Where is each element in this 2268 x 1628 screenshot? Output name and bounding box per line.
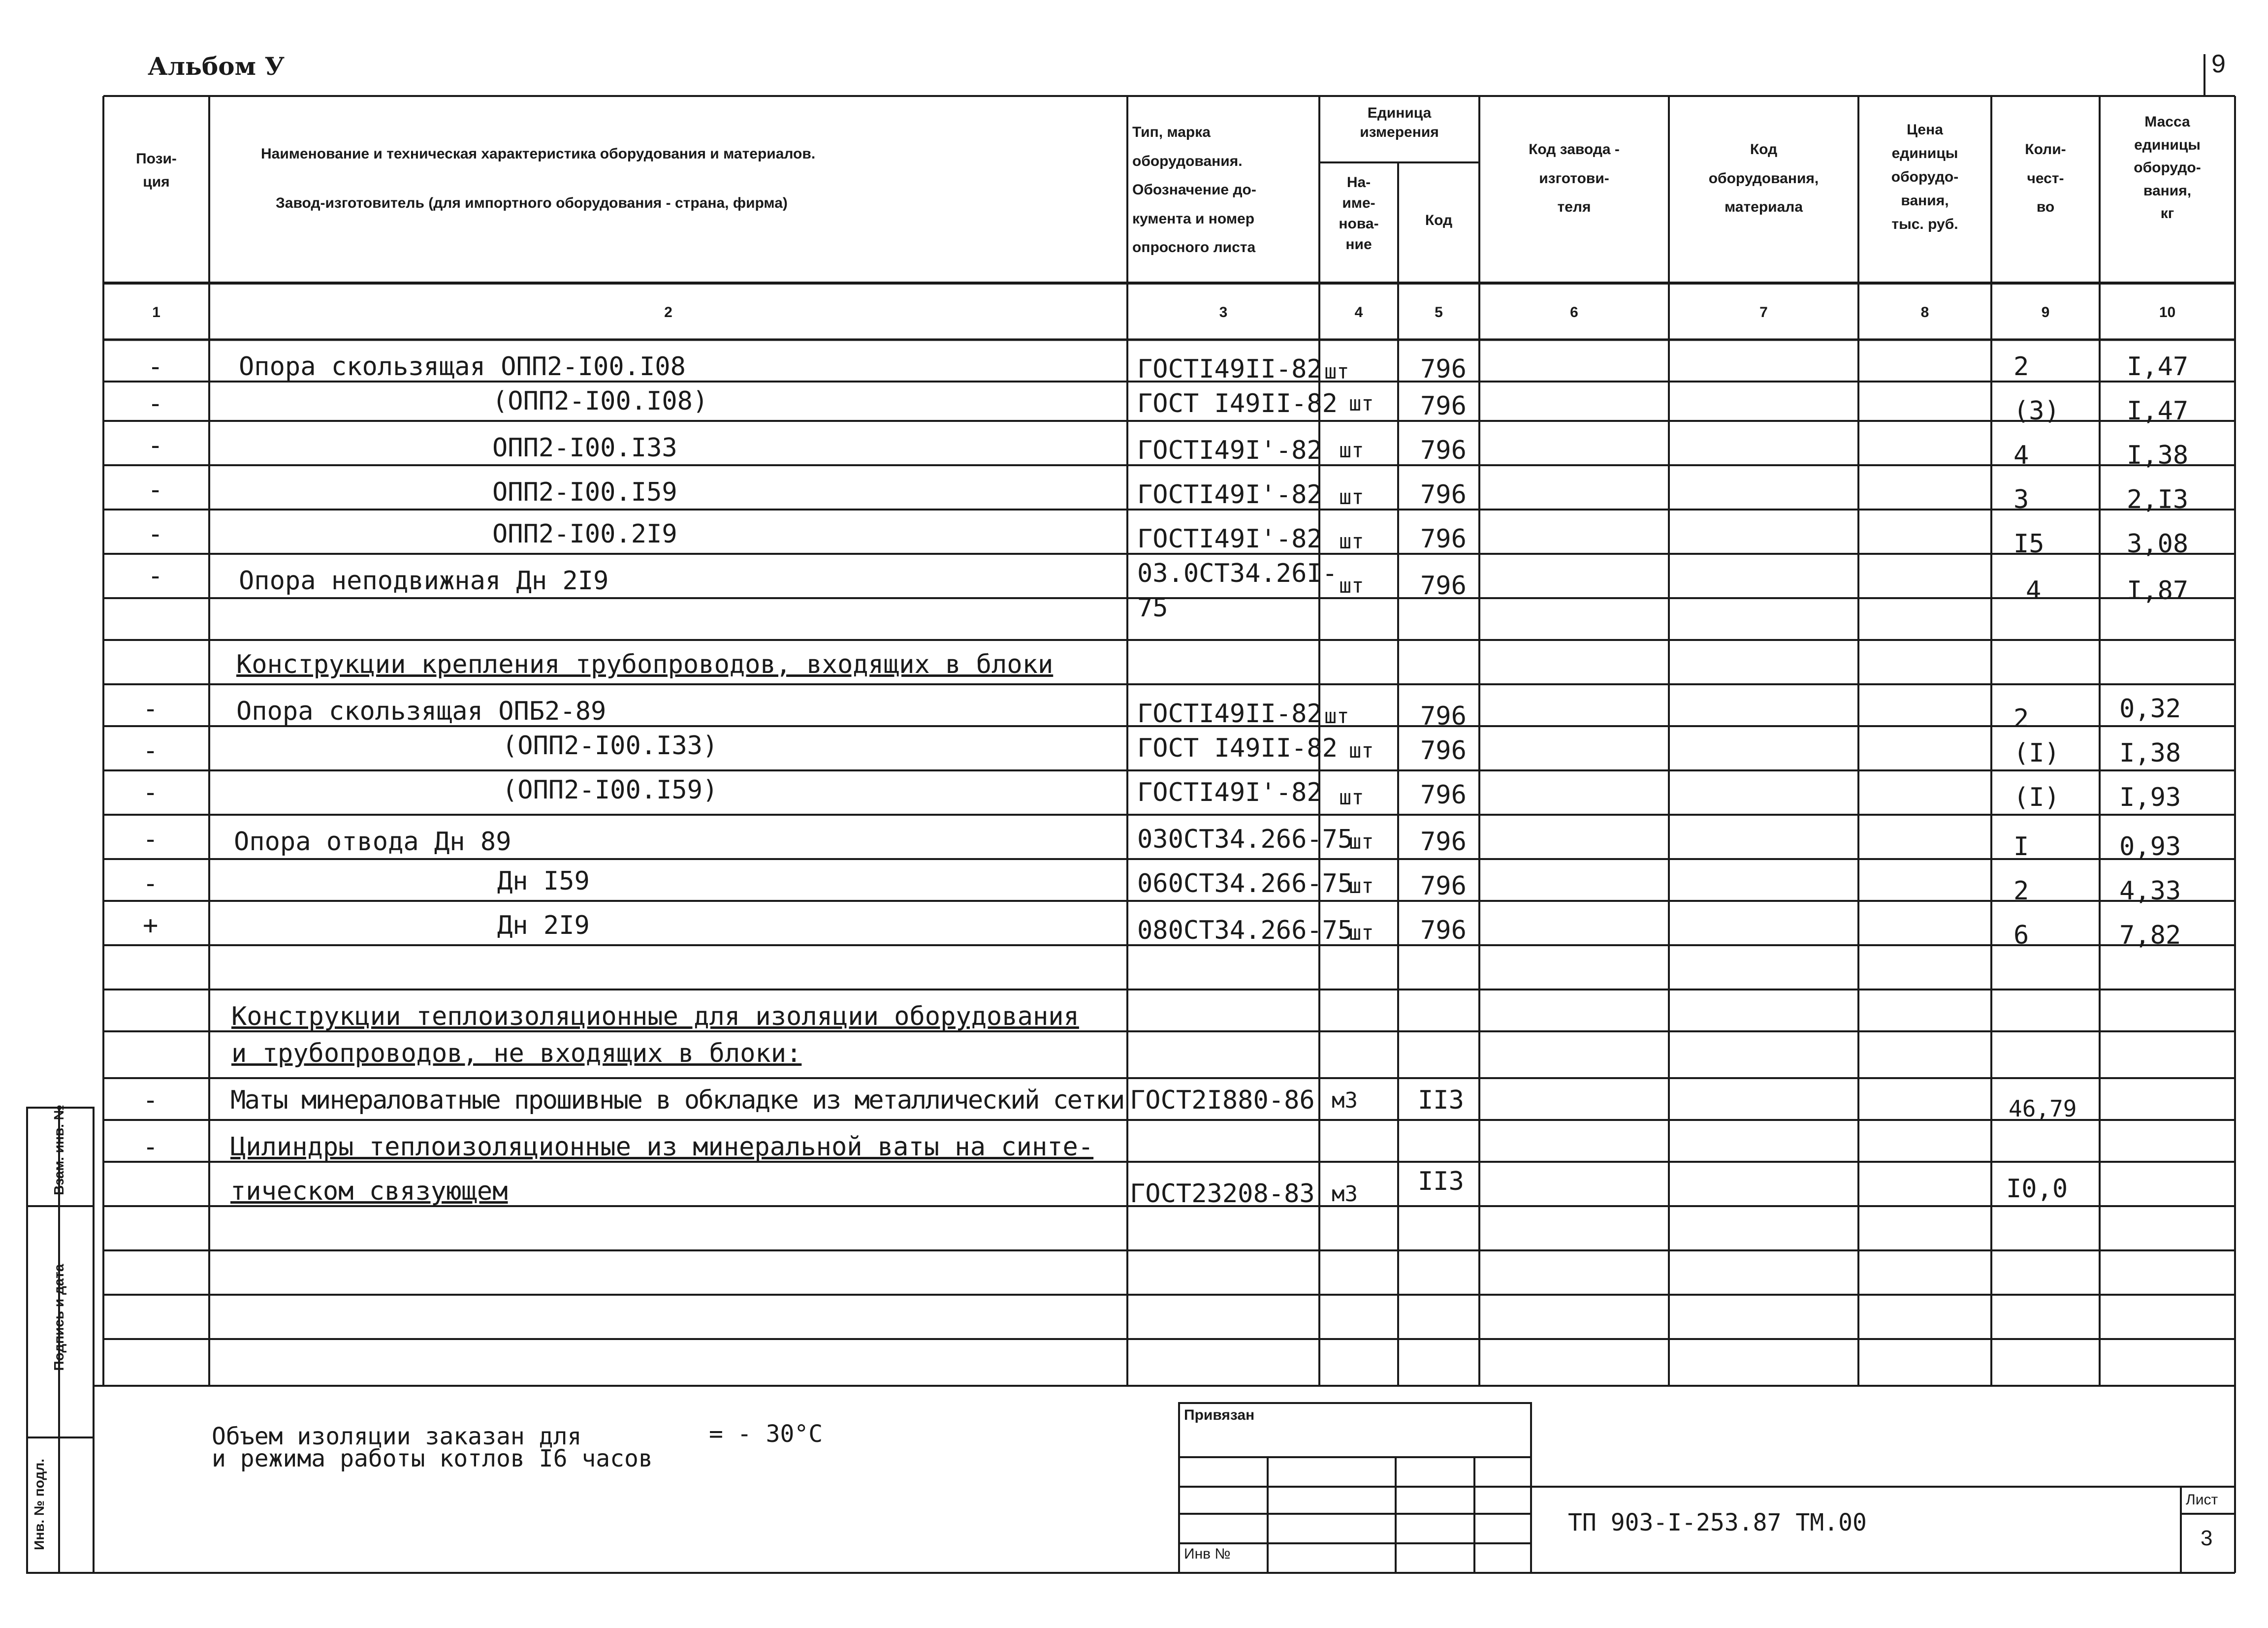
row-doc: 030СТ34.266-75 — [1137, 825, 1353, 854]
row-qty: 2 — [2013, 876, 2029, 906]
col-number: 3 — [1219, 304, 1228, 320]
row-qty: (3) — [2013, 396, 2060, 426]
row-position: - — [143, 694, 159, 724]
row-doc: ГОСТI49I'-82 — [1137, 778, 1322, 807]
row-name-cont: тическом связующем — [230, 1177, 508, 1206]
row-unit: м3 — [1332, 1181, 1358, 1207]
row-name: Опора неподвижная Дн 2I9 — [239, 566, 609, 596]
row-unit: шт — [1349, 738, 1374, 763]
col-number: 6 — [1570, 304, 1578, 320]
row-mass: 0,93 — [2119, 832, 2181, 862]
row-qty: 4 — [2026, 576, 2042, 606]
row-name: ОПП2-I00.2I9 — [492, 519, 677, 549]
stamp-bound-label: Привязан — [1184, 1407, 1255, 1423]
album-label: Альбом У — [148, 52, 285, 81]
row-position: - — [148, 389, 163, 418]
col-header-price: Цена единицы оборудо- вания, тыс. руб. — [1891, 122, 1959, 232]
row-qty: (I) — [2013, 738, 2060, 768]
col-number: 5 — [1435, 304, 1443, 320]
row-code: 796 — [1420, 571, 1467, 601]
section-heading: Конструкции крепления трубопроводов, входящих в блоки — [236, 650, 1054, 679]
footer-note-line2: и режима работы котлов I6 часов — [212, 1445, 653, 1472]
row-code: II3 — [1418, 1085, 1464, 1115]
row-name: Цилиндры теплоизоляционные из минеральной ваты на синте- — [230, 1132, 1094, 1162]
row-mass: I,38 — [2119, 738, 2181, 768]
row-code: 796 — [1420, 780, 1467, 810]
col-number: 10 — [2159, 304, 2176, 320]
row-doc: 03.0СТ34.26I- — [1137, 559, 1338, 588]
col-header-name-line1: Наименование и техническая характеристика оборудования и материалов. — [261, 146, 816, 162]
row-qty: I — [2013, 832, 2029, 862]
row-position: - — [143, 1132, 159, 1162]
row-doc: ГОСТI49I'-82 — [1137, 480, 1322, 510]
col-header-position: Пози- ция — [136, 151, 177, 190]
row-code: 796 — [1420, 354, 1467, 384]
row-doc: ГОСТ23208-83 — [1130, 1179, 1315, 1209]
row-code: 796 — [1420, 871, 1467, 901]
sheet-number: 9 — [2211, 50, 2226, 78]
row-code: II3 — [1418, 1167, 1464, 1196]
sheet-label: Лист — [2186, 1492, 2218, 1508]
row-qty: 46,79 — [2009, 1095, 2077, 1122]
row-unit: м3 — [1332, 1088, 1358, 1113]
document-code: ТП 903-I-253.87 ТМ.00 — [1568, 1509, 1867, 1536]
row-doc: 080СТ34.266-75 — [1137, 916, 1353, 945]
row-mass: I,38 — [2127, 441, 2189, 470]
row-doc: ГОСТI49II-82 — [1137, 699, 1322, 729]
row-doc: ГОСТ2I880-86 — [1130, 1085, 1315, 1115]
sheet-value: 3 — [2201, 1526, 2213, 1550]
col-number: 8 — [1920, 304, 1929, 320]
row-name: (ОПП2-I00.I59) — [502, 775, 718, 805]
side-label-original-inv: Инв. № подл. — [32, 1459, 47, 1550]
col-number: 7 — [1759, 304, 1768, 320]
col-header-quantity: Коли- чест- во — [2025, 141, 2066, 215]
col-header-doc: Тип, марка оборудования. Обозначение до- кумента и номер опросного листа — [1132, 124, 1256, 255]
row-position: - — [143, 825, 159, 854]
row-code: 796 — [1420, 916, 1467, 945]
row-mass: I,47 — [2127, 352, 2189, 382]
stamp-inv-label: Инв № — [1184, 1546, 1231, 1562]
row-qty: I5 — [2013, 529, 2044, 559]
row-unit: шт — [1349, 391, 1374, 415]
row-position: - — [148, 431, 163, 460]
row-position: + — [143, 911, 159, 940]
col-header-unit-name: На- име- нова- ние — [1339, 174, 1379, 253]
row-mass: 3,08 — [2127, 529, 2189, 559]
side-label-signature-date: Подпись и дата — [51, 1264, 66, 1371]
row-position: - — [143, 736, 159, 766]
row-name: Дн I59 — [497, 866, 590, 896]
row-position: - — [143, 1085, 159, 1115]
row-name: (ОПП2-I00.I33) — [502, 731, 718, 761]
row-unit: шт — [1339, 785, 1364, 809]
col-header-unit-group: Единица измерения — [1360, 105, 1439, 140]
row-position: - — [148, 352, 163, 382]
row-mass: 0,32 — [2119, 694, 2181, 724]
row-name: Опора скользящая ОПП2-I00.I08 — [239, 352, 686, 382]
col-header-unit-code: Код — [1425, 212, 1453, 228]
footer-note-temperature: = - 30°С — [709, 1420, 823, 1448]
side-label-replaced-inv: Взам. инв. № — [51, 1105, 66, 1195]
row-doc: ГОСТ I49II-82 — [1137, 734, 1338, 763]
col-header-name-line2: Завод-изготовитель (для импортного оборудования - страна, фирма) — [276, 195, 788, 211]
row-code: 796 — [1420, 702, 1467, 731]
row-unit: шт — [1339, 485, 1364, 509]
row-unit: шт — [1349, 830, 1374, 854]
row-qty: 6 — [2013, 921, 2029, 950]
row-name: Опора скользящая ОПБ2-89 — [236, 697, 607, 726]
row-mass: 4,33 — [2119, 876, 2181, 906]
row-doc: 060СТ34.266-75 — [1137, 869, 1353, 898]
row-position: - — [143, 778, 159, 807]
row-name: ОПП2-I00.I33 — [492, 433, 677, 463]
row-unit: шт — [1339, 438, 1364, 462]
row-unit: шт — [1349, 921, 1374, 945]
row-qty: I0,0 — [2006, 1174, 2068, 1204]
row-doc: ГОСТ I49II-82 — [1137, 389, 1338, 418]
col-number: 1 — [152, 304, 160, 320]
row-unit: шт — [1339, 529, 1364, 553]
row-code: 796 — [1420, 480, 1467, 510]
row-name: Опора отвода Дн 89 — [234, 827, 511, 857]
row-qty: 4 — [2013, 441, 2029, 470]
row-code: 796 — [1420, 736, 1467, 766]
row-code: 796 — [1420, 436, 1467, 465]
row-mass: 7,82 — [2119, 921, 2181, 950]
row-unit: шт — [1339, 574, 1364, 598]
row-code: 796 — [1420, 827, 1467, 857]
row-position: - — [143, 869, 159, 898]
row-doc: ГОСТI49I'-82 — [1137, 524, 1322, 554]
row-position: - — [148, 561, 163, 591]
row-qty: (I) — [2013, 783, 2060, 812]
row-mass: I,93 — [2119, 783, 2181, 812]
row-name: ОПП2-I00.I59 — [492, 478, 677, 507]
row-position: - — [148, 519, 163, 549]
col-header-plant-code: Код завода - изготови- теля — [1529, 141, 1620, 215]
row-position: - — [148, 475, 163, 505]
row-doc: ГОСТI49II-82 — [1137, 354, 1322, 384]
row-qty: 3 — [2013, 485, 2029, 514]
row-qty: 2 — [2013, 352, 2029, 382]
row-name: Дн 2I9 — [497, 911, 590, 940]
col-number: 4 — [1354, 304, 1363, 320]
col-number: 9 — [2041, 304, 2050, 320]
row-name: (ОПП2-I00.I08) — [492, 386, 708, 416]
row-mass: I,47 — [2127, 396, 2189, 426]
row-unit: шт — [1324, 704, 1349, 728]
row-doc-cont: 75 — [1137, 593, 1168, 623]
row-mass: 2,I3 — [2127, 485, 2189, 514]
section-heading-cont: и трубопроводов, не входящих в блоки: — [231, 1039, 802, 1068]
col-header-equipment-code: Код оборудования, материала — [1708, 141, 1819, 215]
row-name: Маты минераловатные прошивные в обкладке из металлический сетки — [230, 1085, 1124, 1115]
row-doc: ГОСТI49I'-82 — [1137, 436, 1322, 465]
row-unit: шт — [1324, 359, 1349, 383]
row-code: 796 — [1420, 391, 1467, 421]
footer-note-line1: Объем изоляции заказан для — [212, 1423, 582, 1450]
row-unit: шт — [1349, 874, 1374, 898]
row-qty: 2 — [2013, 704, 2029, 734]
section-heading: Конструкции теплоизоляционные для изоляции оборудования — [231, 1002, 1079, 1031]
row-code: 796 — [1420, 524, 1467, 554]
col-header-mass: Масса единицы оборудо- вания, кг — [2134, 114, 2201, 222]
row-mass: I,87 — [2127, 576, 2189, 606]
col-number: 2 — [664, 304, 672, 320]
